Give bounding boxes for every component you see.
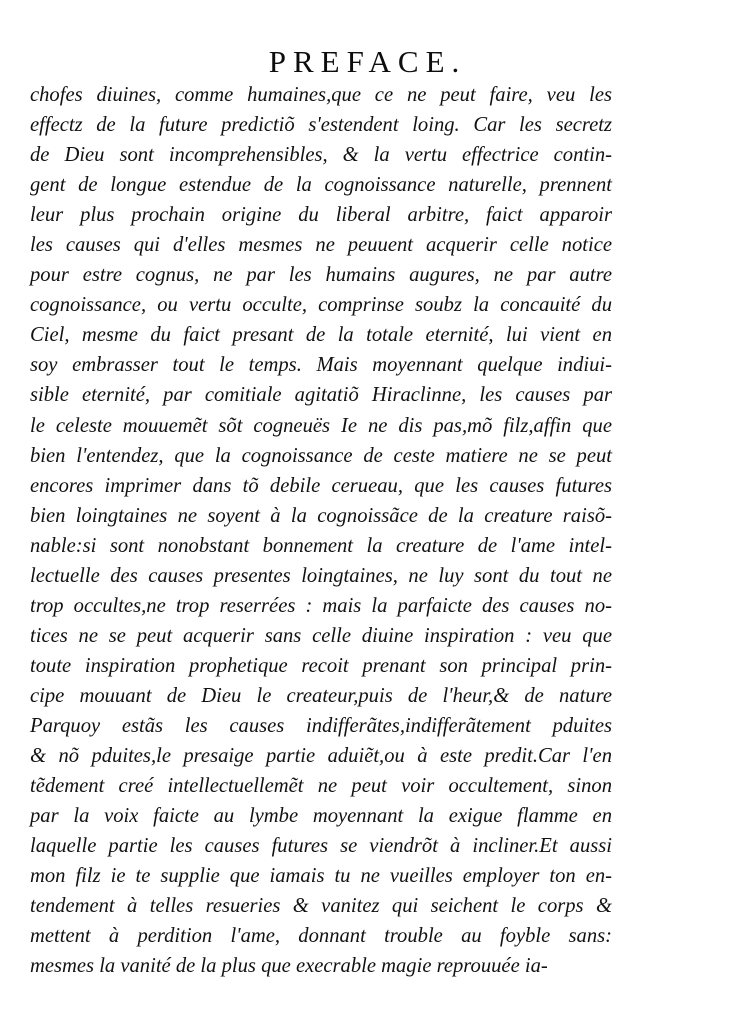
text-line: les causes qui d'elles mesmes ne peuuent acquerir celle notice [30,234,612,257]
text-line: lectuelle des causes presentes loingtaines, ne luy sont du tout ne [30,564,612,587]
text-line: sible eternité, par comitiale agitatiõ Hiraclinne, les causes par [30,384,612,407]
text-line: Parquoy estãs les causes indifferãtes,indifferãtement pduites [30,714,612,737]
text-line: mon filz ie te supplie que iamais tu ne vueilles employer ton en- [30,865,612,888]
text-line: le celeste mouuemẽt sõt cogneuës Ie ne dis pas,mõ filz,affin que [30,414,612,437]
text-line: Ciel, mesme du faict presant de la totale eternité, lui vient en [30,324,612,347]
text-line: tices ne se peut acquerir sans celle diuine inspiration : veu que [30,624,612,647]
text-line: laquelle partie les causes futures se viendrõt à incliner.Et aussi [30,835,612,858]
text-line: gent de longue estendue de la cognoissance naturelle, prennent [30,174,612,197]
text-line: tendement à telles resueries & vanitez qui seichent le corps & [30,895,612,918]
text-line: mesmes la vanité de la plus que execrable magie reprouuée ia- [30,955,548,978]
text-line: chofes diuines, comme humaines,que ce ne peut faire, veu les [30,84,612,106]
text-line: par la voix faicte au lymbe moyennant la exigue flamme en [30,805,612,828]
running-head: PREFACE. [268,44,467,79]
text-line: tẽdement creé intellectuellemẽt ne peut voir occultement, sinon [30,775,612,798]
text-line: cipe mouuant de Dieu le createur,puis de l'heur,& de nature [30,684,612,707]
text-line: de Dieu sont incomprehensibles, & la vertu effectrice contin- [30,144,612,167]
text-line: bien loingtaines ne soyent à la cognoissãce de la creature raisõ- [30,504,612,527]
text-line: nable:si sont nonobstant bonnement la creature de l'ame intel- [30,534,612,557]
text-line: leur plus prochain origine du liberal arbitre, faict apparoir [30,204,612,227]
text-line: cognoissance, ou vertu occulte, comprinse soubz la concauité du [30,294,612,317]
text-line: mettent à perdition l'ame, donnant trouble au foyble sans: [30,925,612,948]
text-line: soy embrasser tout le temps. Mais moyennant quelque indiui- [30,354,612,377]
text-line: & nõ pduites,le presaige partie aduiẽt,ou à este predit.Car l'en [30,745,612,768]
text-line: pour estre cognus, ne par les humains augures, ne par autre [30,264,612,287]
text-line: effectz de la future predictiõ s'estendent loing. Car les secretz [30,114,612,137]
body-text [30,80,612,981]
text-line: toute inspiration prophetique recoit prenant son principal prin- [30,654,612,677]
text-line: bien l'entendez, que la cognoissance de ceste matiere ne se peut [30,444,612,467]
text-line: trop occultes,ne trop reserrées : mais la parfaicte des causes no- [30,594,612,617]
text-line: encores imprimer dans tõ debile cerueau, que les causes futures [30,474,612,497]
